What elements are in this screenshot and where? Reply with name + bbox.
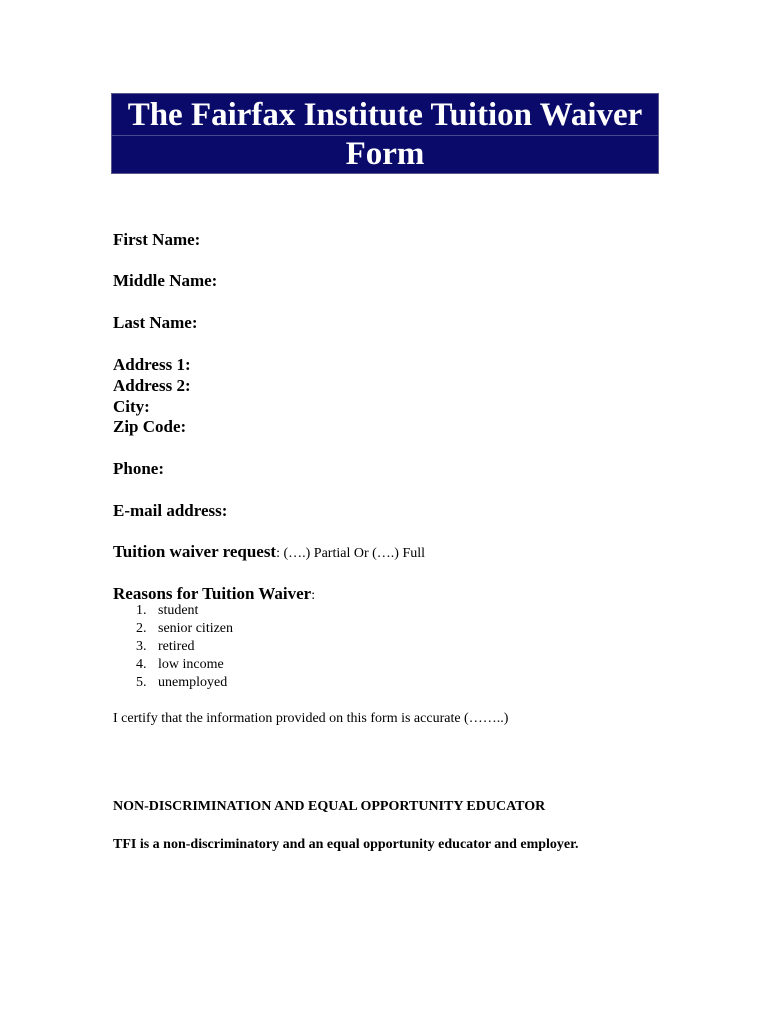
city-label: City: (113, 397, 150, 416)
title-banner (111, 93, 659, 174)
list-item: 1. student (136, 603, 199, 618)
phone-label: Phone: (113, 459, 164, 478)
certification-statement: I certify that the information provided on this form is accurate (……..) (113, 711, 509, 726)
non-discrimination-text: TFI is a non-discriminatory and an equal opportunity educator and employer. (113, 837, 579, 852)
list-item: 3. retired (136, 639, 195, 654)
tuition-request-options: (….) Partial Or (….) Full (279, 546, 426, 561)
title-line-1: The Fairfax Institute Tuition Waiver (127, 97, 643, 133)
first-name-label: First Name: (113, 230, 201, 249)
reasons-label: Reasons for Tuition Waiver (113, 584, 312, 603)
title-divider (112, 135, 658, 136)
last-name-label: Last Name: (113, 313, 198, 332)
address1-label: Address 1: (113, 355, 191, 374)
reasons-list (113, 602, 233, 692)
zip-code-label: Zip Code: (113, 417, 187, 436)
list-item: 5. unemployed (136, 675, 228, 690)
tuition-request-label: Tuition waiver request (113, 542, 277, 561)
tuition-request-colon: : (276, 546, 280, 561)
reasons-colon: : (311, 588, 316, 603)
email-label: E-mail address: (113, 501, 228, 520)
non-discrimination-heading: NON-DISCRIMINATION AND EQUAL OPPORTUNITY EDUCATOR (113, 799, 546, 814)
tuition-request-line (113, 541, 425, 564)
list-item: 2. senior citizen (136, 621, 234, 636)
middle-name-label: Middle Name: (113, 271, 218, 290)
title-line-2: Form (345, 136, 425, 172)
address2-label: Address 2: (113, 376, 191, 395)
list-item: 4. low income (136, 657, 224, 672)
